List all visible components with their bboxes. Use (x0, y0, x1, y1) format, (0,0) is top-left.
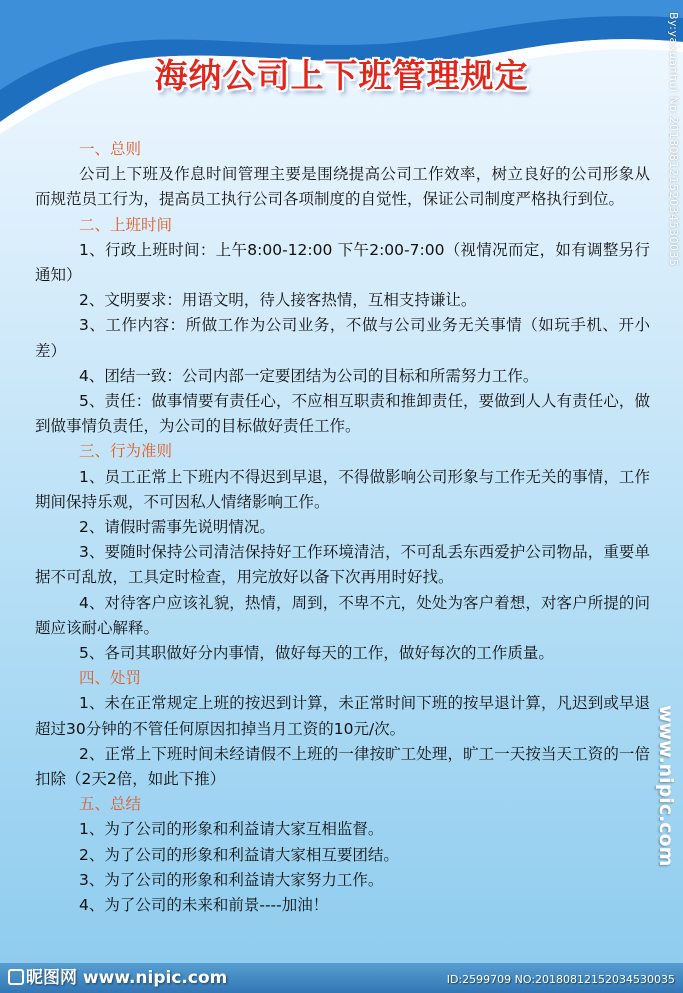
paragraph: 1、行政上班时间：上午8:00-12:00 下午2:00-7:00（视情况而定，如有调整另行通知） (35, 240, 650, 285)
paragraph: 3、要随时保持公司清洁保持好工作环境清洁，不可乱丢东西爱护公司物品，重要单据不可乱放，工具定时检查，用完放好以备下次再用时好找。 (35, 543, 650, 587)
section-heading: 四、处罚 (79, 669, 142, 688)
paragraph: 3、工作内容：所做工作为公司业务，不做与公司业务无关事情（如玩手机、开小差） (35, 316, 650, 360)
section-summary (35, 792, 650, 918)
paragraph: 4、对待客户应该礼貌，热情，周到，不卑不亢，处处为客户着想，对客户所提的问题应该耐心解释。 (35, 593, 650, 637)
paragraph: 公司上下班及作息时间管理主要是围绕提高公司工作效率，树立良好的公司形象从而规范员工行为，提高员工执行公司各项制度的自觉性，保证公司制度严格执行到位。 (35, 165, 650, 209)
section-penalty (35, 666, 650, 792)
section-heading: 三、行为准则 (79, 442, 173, 461)
paragraph: 5、责任：做事情要有责任心，不应相互职责和推卸责任，要做到人人有责任心，做到做事情负责任，为公司的目标做好责任工作。 (35, 392, 650, 436)
section-conduct (35, 439, 650, 666)
paragraph: 2、为了公司的形象和利益请大家相互要团结。 (79, 845, 399, 864)
paragraph: 4、为了公司的未来和前景----加油！ (79, 896, 329, 915)
watermark-site: www.nipic.com (655, 705, 677, 867)
paragraph: 2、文明要求：用语文明，待人接客热情，互相支持谦让。 (79, 291, 477, 310)
paragraph: 5、各司其职做好分内事情，做好每天的工作，做好每次的工作质量。 (79, 644, 554, 663)
logo-icon (8, 969, 24, 985)
section-heading: 五、总结 (79, 795, 142, 814)
logo-text: 昵图网 www.nipic.com (26, 968, 228, 988)
rules-content (35, 137, 650, 918)
watermark-id: ID:2599709 NO:20180812152034530035 (446, 973, 675, 986)
section-general (35, 137, 650, 213)
section-heading: 一、总则 (79, 140, 142, 158)
paragraph: 2、请假时需事先说明情况。 (79, 518, 275, 537)
page-title: 海纳公司上下班管理规定 (154, 56, 529, 95)
watermark-logo (8, 963, 227, 988)
paragraph: 1、为了公司的形象和利益请大家互相监督。 (79, 820, 384, 839)
paragraph: 3、为了公司的形象和利益请大家努力工作。 (79, 870, 384, 889)
paragraph: 1、未在正常规定上班的按迟到计算，未正常时间下班的按早退计算，凡迟到或早退超过30分钟的不管任何原因扣掉当月工资的10元/次。 (35, 694, 650, 738)
watermark-side-text: By:yaxuanhui No:20180812152034530035 (667, 12, 680, 267)
paragraph: 2、正常上下班时间未经请假不上班的一律按旷工处理，旷工一天按当天工资的一倍扣除（2天2倍，如此下推） (35, 744, 650, 789)
paragraph: 1、员工正常上下班内不得迟到早退，不得做影响公司形象与工作无关的事情，工作期间保持乐观，不可因私人情绪影响工作。 (35, 467, 650, 511)
paragraph: 4、团结一致：公司内部一定要团结为公司的目标和所需努力工作。 (79, 366, 539, 385)
section-work-hours (35, 213, 650, 440)
section-heading: 二、上班时间 (79, 215, 173, 234)
watermark-bar (0, 963, 683, 993)
